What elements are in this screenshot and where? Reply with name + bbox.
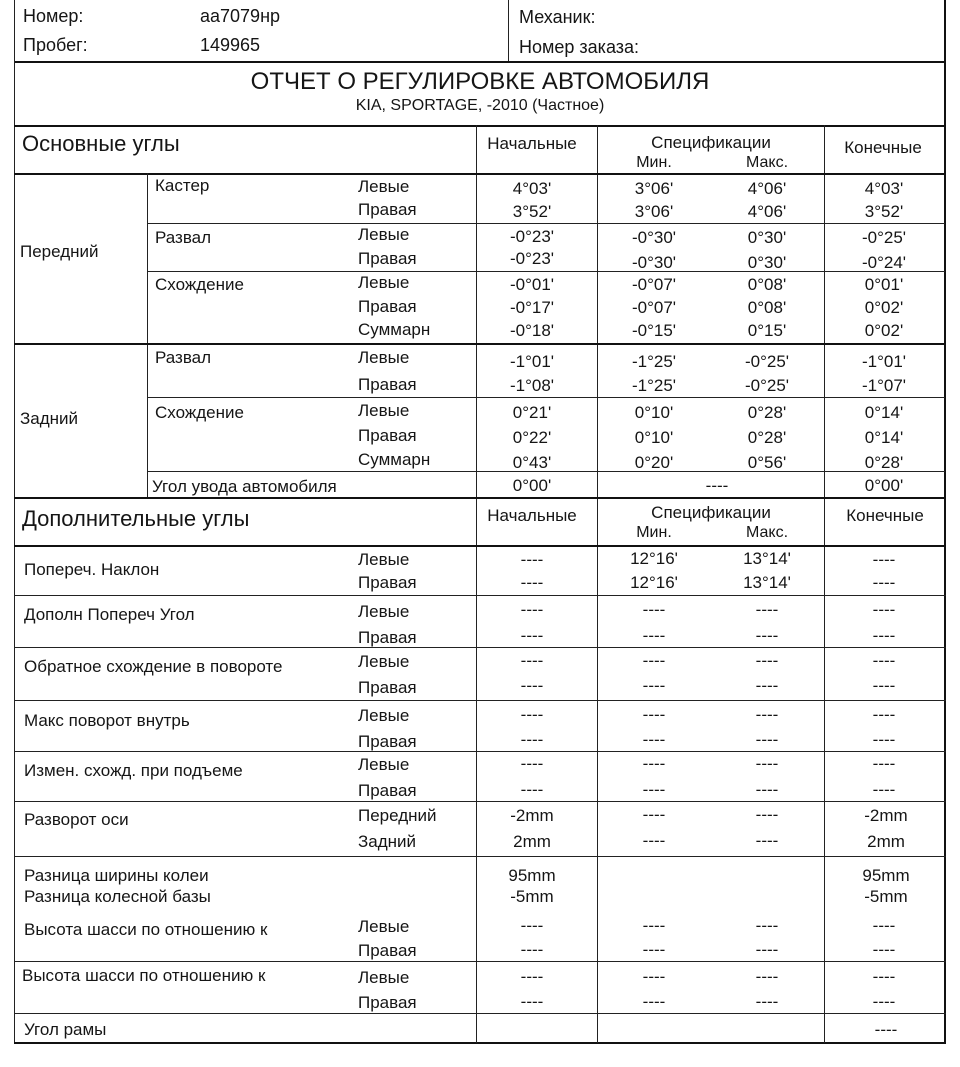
value-min: ----	[642, 730, 666, 749]
value-final: 0°00'	[864, 476, 904, 495]
value-initial: ----	[520, 550, 544, 569]
mileage-value: 149965	[200, 35, 261, 55]
value-initial: ----	[520, 676, 544, 695]
extra-col-min: Мин.	[636, 524, 672, 541]
value-initial: -0°17'	[509, 298, 555, 317]
side-label: Правая	[358, 678, 417, 697]
side-label: Правая	[358, 249, 417, 268]
item-name: Измен. схожд. при подъеме	[24, 761, 243, 780]
value-final: 4°03'	[864, 179, 904, 198]
title-bottom-border	[14, 125, 946, 127]
table-bottom-border	[14, 1042, 946, 1044]
report-title: ОТЧЕТ О РЕГУЛИРОВКЕ АВТОМОБИЛЯ	[250, 68, 710, 95]
value-min: 12°16'	[630, 573, 678, 592]
value-min: ----	[642, 940, 666, 959]
value-final: -1°01'	[861, 352, 907, 371]
value-final: ----	[872, 573, 896, 592]
value-max: 0°28'	[747, 428, 787, 447]
side-label: Левые	[358, 706, 410, 725]
value-initial: ----	[520, 992, 544, 1011]
value-max: 4°06'	[747, 179, 787, 198]
value-max: 0°08'	[747, 275, 787, 294]
value-max: ----	[755, 651, 779, 670]
mechanic-label: Механик:	[519, 7, 596, 27]
report-subtitle: KIA, SPORTAGE, -2010 (Частное)	[355, 97, 605, 114]
side-label: Правая	[358, 628, 417, 647]
value-initial: 0°21'	[512, 403, 552, 422]
main-col-spec: Спецификации	[651, 133, 771, 152]
value-min: -0°07'	[631, 275, 677, 294]
side-label: Левые	[358, 225, 410, 244]
value-max: ----	[755, 676, 779, 695]
side-label: Левые	[358, 755, 410, 774]
value-min: 3°06'	[634, 179, 674, 198]
side-label: Правая	[358, 732, 417, 751]
value-min: -1°25'	[631, 352, 677, 371]
value-max: ----	[755, 780, 779, 799]
value-max: 0°08'	[747, 298, 787, 317]
header-right-border	[944, 0, 946, 62]
value-spec: ----	[705, 476, 729, 495]
value-initial: -0°01'	[509, 275, 555, 294]
value-final: ----	[872, 676, 896, 695]
value-max: ----	[755, 730, 779, 749]
value-final: -0°25'	[861, 228, 907, 247]
value-min: ----	[642, 780, 666, 799]
row-sep	[14, 1013, 946, 1014]
row-sep	[14, 751, 946, 752]
param-name: Кастер	[155, 176, 210, 195]
param-name: Развал	[155, 228, 212, 247]
value-max: ----	[755, 940, 779, 959]
col-divider-initial	[476, 125, 477, 1043]
value-initial: -1°08'	[509, 376, 555, 395]
side-label: Левые	[358, 602, 410, 621]
row-sep	[14, 647, 946, 648]
value-min: -0°30'	[631, 253, 677, 272]
value-max: 0°15'	[747, 321, 787, 340]
value-max: ----	[755, 705, 779, 724]
extra-col-max: Макс.	[745, 524, 789, 541]
row-sep	[14, 801, 946, 802]
item-name: Попереч. Наклон	[24, 560, 160, 579]
value-max: 0°28'	[747, 403, 787, 422]
value-max: ----	[755, 916, 779, 935]
main-header-bottom	[14, 173, 946, 175]
side-label: Суммарн	[358, 450, 431, 469]
value-max: 0°30'	[747, 228, 787, 247]
extra-col-final: Конечные	[846, 506, 924, 525]
value-final: 3°52'	[864, 202, 904, 221]
side-label: Правая	[358, 426, 417, 445]
value-final: 95mm	[862, 866, 910, 885]
value-min: ----	[642, 967, 666, 986]
value-max: ----	[755, 754, 779, 773]
value-initial: ----	[520, 940, 544, 959]
side-label: Правая	[358, 573, 417, 592]
side-label: Левые	[358, 917, 410, 936]
value-initial: -0°23'	[509, 227, 555, 246]
value-min: 0°10'	[634, 428, 674, 447]
value-min: ----	[642, 916, 666, 935]
extra-section-title: Дополнительные углы	[22, 506, 250, 531]
value-final: ----	[872, 626, 896, 645]
col-divider-spec	[597, 125, 598, 1043]
item-name: Угол рамы	[24, 1020, 107, 1039]
main-col-max: Макс.	[745, 154, 789, 171]
param-name: Развал	[155, 348, 212, 367]
col-divider-final	[824, 125, 825, 1043]
group-label-front: Передний	[20, 242, 99, 261]
item-name: Высота шасси по отношению к	[22, 966, 266, 985]
group-divider	[147, 173, 148, 497]
value-final: ----	[872, 992, 896, 1011]
value-min: ----	[642, 805, 666, 824]
value-final: ----	[872, 705, 896, 724]
extra-header-bottom	[14, 545, 946, 547]
side-label: Левые	[358, 652, 410, 671]
value-initial: 0°43'	[512, 453, 552, 472]
value-final: -0°24'	[861, 253, 907, 272]
extra-col-spec: Спецификации	[651, 503, 771, 522]
value-final: -5mm	[864, 887, 908, 906]
side-label: Левые	[358, 550, 410, 569]
value-initial: 2mm	[513, 832, 551, 851]
value-final: ----	[872, 730, 896, 749]
value-initial: 3°52'	[512, 202, 552, 221]
value-final: 0°14'	[864, 403, 904, 422]
side-label: Правая	[358, 781, 417, 800]
param-name: Схождение	[155, 275, 244, 294]
side-label: Правая	[358, 200, 417, 219]
mileage-label: Пробег:	[23, 35, 88, 55]
value-initial: -1°01'	[509, 352, 555, 371]
value-max: ----	[755, 992, 779, 1011]
main-section-title: Основные углы	[22, 131, 180, 156]
value-initial: ----	[520, 780, 544, 799]
header-left-border	[14, 0, 15, 62]
value-final: ----	[872, 550, 896, 569]
value-min: -0°30'	[631, 228, 677, 247]
side-label: Правая	[358, 297, 417, 316]
side-label: Передний	[358, 806, 437, 825]
side-label: Левые	[358, 348, 410, 367]
value-max: ----	[755, 831, 779, 850]
value-initial: ----	[520, 600, 544, 619]
value-max: 0°30'	[747, 253, 787, 272]
main-col-final: Конечные	[844, 138, 922, 157]
side-label: Левые	[358, 273, 410, 292]
value-initial: -0°23'	[509, 249, 555, 268]
param-name: Схождение	[155, 403, 244, 422]
value-min: ----	[642, 600, 666, 619]
side-label: Левые	[358, 401, 410, 420]
value-initial: ----	[520, 705, 544, 724]
side-label: Правая	[358, 993, 417, 1012]
value-max: ----	[755, 967, 779, 986]
value-final: ----	[872, 916, 896, 935]
item-name: Разворот оси	[24, 810, 129, 829]
row-sep	[14, 961, 946, 962]
value-final: 2mm	[867, 832, 905, 851]
value-min: 12°16'	[630, 549, 678, 568]
group-sep	[14, 343, 946, 345]
value-final: ----	[872, 600, 896, 619]
value-max: -0°25'	[744, 352, 790, 371]
row-sep	[147, 223, 945, 224]
main-col-initial: Начальные	[487, 134, 577, 153]
value-final: 0°02'	[864, 298, 904, 317]
value-initial: ----	[520, 754, 544, 773]
side-label: Левые	[358, 968, 410, 987]
row-sep	[14, 595, 946, 596]
main-col-min: Мин.	[636, 154, 672, 171]
value-initial: 0°00'	[512, 476, 552, 495]
side-label: Задний	[358, 832, 417, 851]
value-max: 0°56'	[747, 453, 787, 472]
value-min: ----	[642, 626, 666, 645]
value-max: ----	[755, 600, 779, 619]
value-initial: ----	[520, 967, 544, 986]
value-final: ----	[872, 967, 896, 986]
value-final: ----	[872, 940, 896, 959]
table-right-border	[944, 61, 946, 1043]
value-min: -0°15'	[631, 321, 677, 340]
value-max: ----	[755, 626, 779, 645]
main-section-bottom	[14, 497, 946, 499]
value-min: 0°10'	[634, 403, 674, 422]
value-final: 0°28'	[864, 453, 904, 472]
value-initial: 4°03'	[512, 179, 552, 198]
value-initial: 0°22'	[512, 428, 552, 447]
value-initial: ----	[520, 626, 544, 645]
value-final: 0°02'	[864, 321, 904, 340]
side-label: Суммарн	[358, 320, 431, 339]
value-max: 13°14'	[743, 549, 791, 568]
value-max: ----	[755, 805, 779, 824]
value-initial: ----	[520, 573, 544, 592]
item-name: Высота шасси по отношению к	[24, 920, 268, 939]
value-min: 3°06'	[634, 202, 674, 221]
value-final: 0°01'	[864, 275, 904, 294]
value-final: ----	[872, 754, 896, 773]
value-initial: -0°18'	[509, 321, 555, 340]
number-value: аа7079нр	[200, 6, 281, 26]
value-min: ----	[642, 754, 666, 773]
number-label: Номер:	[23, 6, 84, 26]
table-left-border	[14, 61, 15, 1043]
side-label: Правая	[358, 375, 417, 394]
item-name: Обратное схождение в повороте	[24, 657, 283, 676]
value-min: ----	[642, 651, 666, 670]
value-max: 4°06'	[747, 202, 787, 221]
side-label: Левые	[358, 177, 410, 196]
order-number-label: Номер заказа:	[519, 37, 640, 57]
item-name: Разница колесной базы	[24, 887, 211, 906]
row-sep	[14, 856, 946, 857]
value-initial: ----	[520, 651, 544, 670]
side-label: Правая	[358, 941, 417, 960]
value-initial: -5mm	[510, 887, 554, 906]
header-divider	[508, 0, 509, 62]
value-max: -0°25'	[744, 376, 790, 395]
value-initial: 95mm	[508, 866, 556, 885]
value-initial: -2mm	[510, 806, 554, 825]
value-final: ----	[872, 651, 896, 670]
item-name: Разница ширины колеи	[24, 866, 209, 885]
item-name: Макс поворот внутрь	[24, 711, 190, 730]
value-initial: ----	[520, 730, 544, 749]
group-label-rear: Задний	[20, 409, 79, 428]
value-min: -1°25'	[631, 376, 677, 395]
row-sep	[147, 397, 945, 398]
value-min: 0°20'	[634, 453, 674, 472]
value-final: -1°07'	[861, 376, 907, 395]
param-name: Угол увода автомобиля	[152, 477, 337, 496]
value-min: ----	[642, 992, 666, 1011]
row-sep	[14, 700, 946, 701]
value-final: ----	[872, 780, 896, 799]
value-final: -2mm	[864, 806, 908, 825]
value-initial: ----	[520, 916, 544, 935]
value-min: ----	[642, 831, 666, 850]
value-final: ----	[874, 1020, 898, 1039]
value-min: ----	[642, 705, 666, 724]
item-name: Дополн Попереч Угол	[24, 605, 195, 624]
header-bottom-border	[14, 61, 946, 63]
value-min: -0°07'	[631, 298, 677, 317]
row-sep	[147, 271, 945, 272]
value-max: 13°14'	[743, 573, 791, 592]
extra-col-initial: Начальные	[487, 506, 577, 525]
value-final: 0°14'	[864, 428, 904, 447]
value-min: ----	[642, 676, 666, 695]
